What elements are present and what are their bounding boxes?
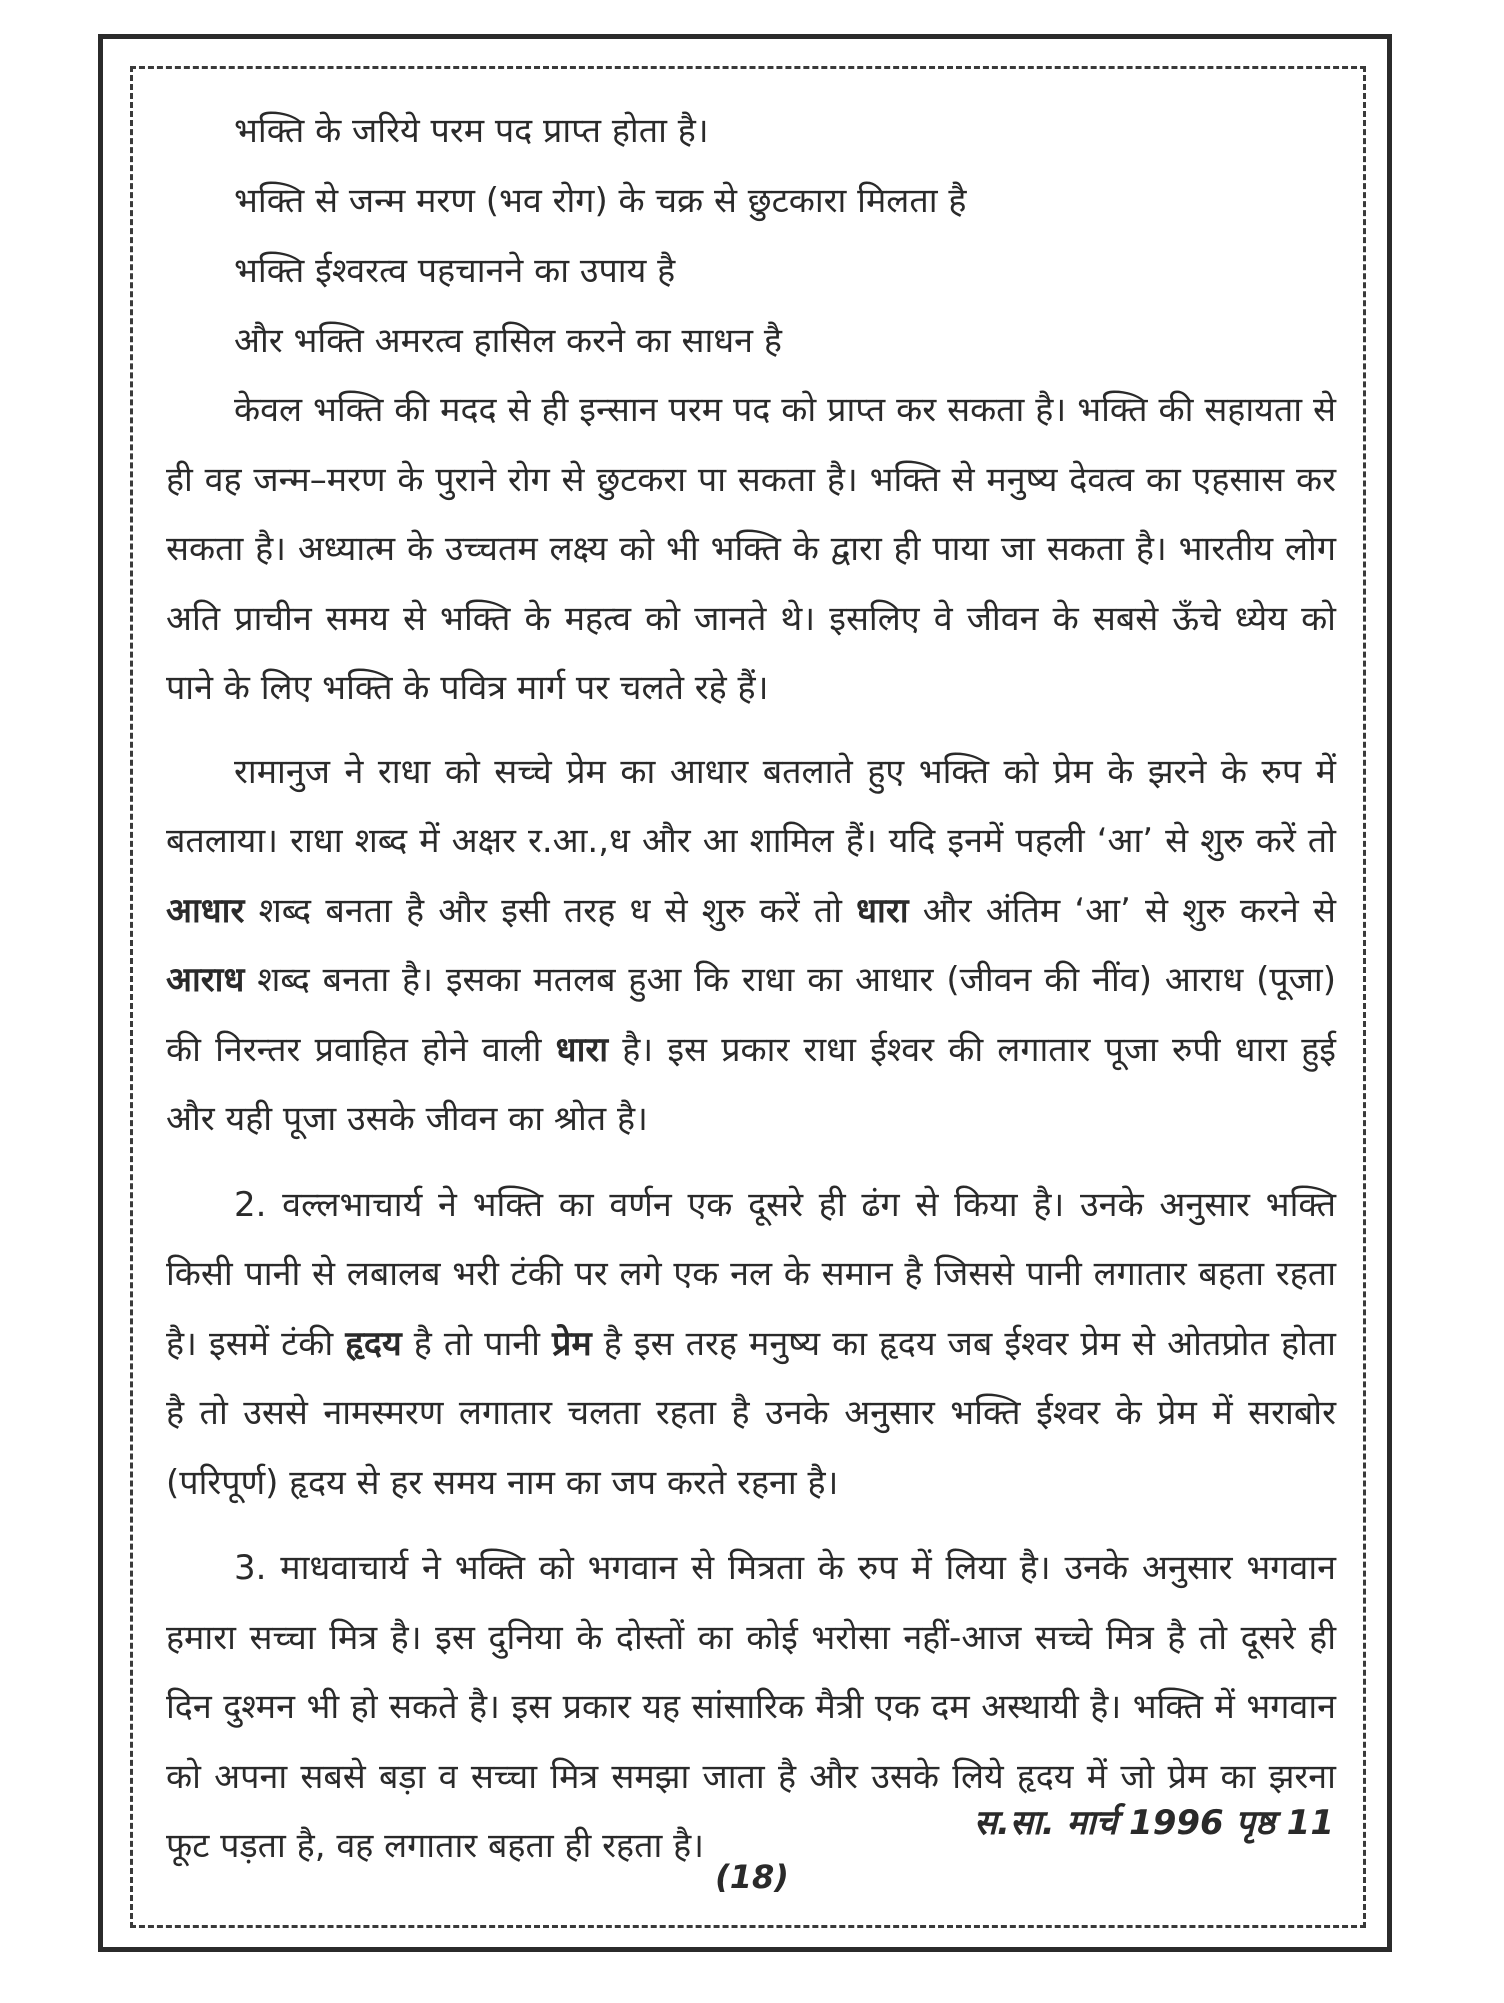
verse-line-1: भक्ति के जरिये परम पद प्राप्त होता है। bbox=[234, 111, 709, 151]
vallabha-text-2: है तो पानी bbox=[401, 1323, 553, 1364]
ramanuja-bold-dhara-2: धारा bbox=[555, 1029, 609, 1070]
verse-line-2: भक्ति से जन्म मरण (भव रोग) के चक्र से छुटकारा मिलता है bbox=[234, 181, 967, 221]
vallabha-text-1: 2. वल्लभाचार्य ने भक्ति का वर्णन एक दूसरे ही ढंग से किया है। उनके अनुसार भक्ति किसी पानी से लबालब भरी टंकी पर लगे एक नल के समान है जिससे पानी लगातार बहता रहता है। इसमें टंकी bbox=[166, 1184, 1336, 1364]
source-citation: स.सा. मार्च 1996 पृष्ठ 11 bbox=[974, 1803, 1334, 1843]
paragraph-bhakti-benefits: केवल भक्ति की मदद से ही इन्सान परम पद को प्राप्त कर सकता है। भक्ति की सहायता से ही वह जन्म–मरण के पुराने रोग से छुटकरा पा सकता है। भक्ति से मनुष्य देवत्व का एहसास कर सकता है। अध्यात्म के उच्चतम लक्ष्य को भी भक्ति के द्वारा ही पाया जा सकता है। भारतीय लोग अति प्राचीन समय से भक्ति के महत्व को जानते थे। इसलिए वे जीवन के सबसे ऊँचे ध्येय को पाने के लिए भक्ति के पवित्र मार्ग पर चलते रहे हैं। bbox=[166, 390, 1336, 708]
ramanuja-text-5: है। इस प्रकार राधा ईश्वर की लगातार पूजा रुपी धारा हुई और यही पूजा उसके जीवन का श्रोत है। bbox=[166, 1029, 1336, 1139]
vallabha-bold-prem: प्रेम bbox=[552, 1323, 592, 1364]
vallabha-text-3: है इस तरह मनुष्य का हृदय जब ईश्वर प्रेम से ओतप्रोत होता है तो उससे नामस्मरण लगातार चलता रहता है उनके अनुसार भक्ति ईश्वर के प्रेम में सराबोर (परिपूर्ण) हृदय से हर समय नाम का जप करते रहना है। bbox=[166, 1323, 1336, 1503]
paragraph-madhvacharya: 3. माधवाचार्य ने भक्ति को भगवान से मित्रता के रुप में लिया है। उनके अनुसार भगवान हमारा सच्चा मित्र है। इस दुनिया के दोस्तों का कोई भरोसा नहीं-आज सच्चे मित्र है तो दूसरे ही दिन दुश्मन भी हो सकते है। इस प्रकार यह सांसारिक मैत्री एक दम अस्थायी है। भक्ति में भगवान को अपना सबसे बड़ा व सच्चा मित्र समझा जाता है और उसके लिये हृदय में जो प्रेम का झरना फूट पड़ता है, वह लगातार बहता ही रहता है। bbox=[166, 1548, 1336, 1866]
ramanuja-text-4: शब्द बनता है। इसका मतलब हुआ कि राधा का आधार (जीवन की नींव) आराध (पूजा) की निरन्तर प्रवाहित होने वाली bbox=[166, 960, 1336, 1070]
verse-line-3: भक्ति ईश्वरत्व पहचानने का उपाय है bbox=[234, 251, 676, 291]
ramanuja-bold-dhara: धारा bbox=[856, 890, 909, 931]
page-number: (18) bbox=[715, 1858, 789, 1896]
ramanuja-bold-aaradh: आराध bbox=[166, 960, 245, 1000]
verse-line-4: और भक्ति अमरत्व हासिल करने का साधन है bbox=[234, 321, 782, 361]
ramanuja-bold-aadhar: आधार bbox=[166, 890, 245, 931]
paragraph-vallabhacharya bbox=[166, 1171, 1336, 1519]
page-content bbox=[166, 96, 1336, 1882]
ramanuja-text-2: शब्द बनता है और इसी तरह ध से शुरु करें तो bbox=[244, 890, 857, 931]
paragraph-ramanuja bbox=[166, 738, 1336, 1155]
ramanuja-text-1: रामानुज ने राधा को सच्चे प्रेम का आधार बतलाते हुए भक्ति को प्रेम के झरने के रुप में बतलाया। राधा शब्द में अक्षर र.आ.,ध और आ शामिल हैं। यदि इनमें पहली ‘आ’ से शुरु करें तो bbox=[166, 751, 1336, 861]
vallabha-bold-hriday: हृदय bbox=[345, 1323, 402, 1364]
ramanuja-text-3: और अंतिम ‘आ’ से शुरु करने से bbox=[908, 890, 1336, 931]
